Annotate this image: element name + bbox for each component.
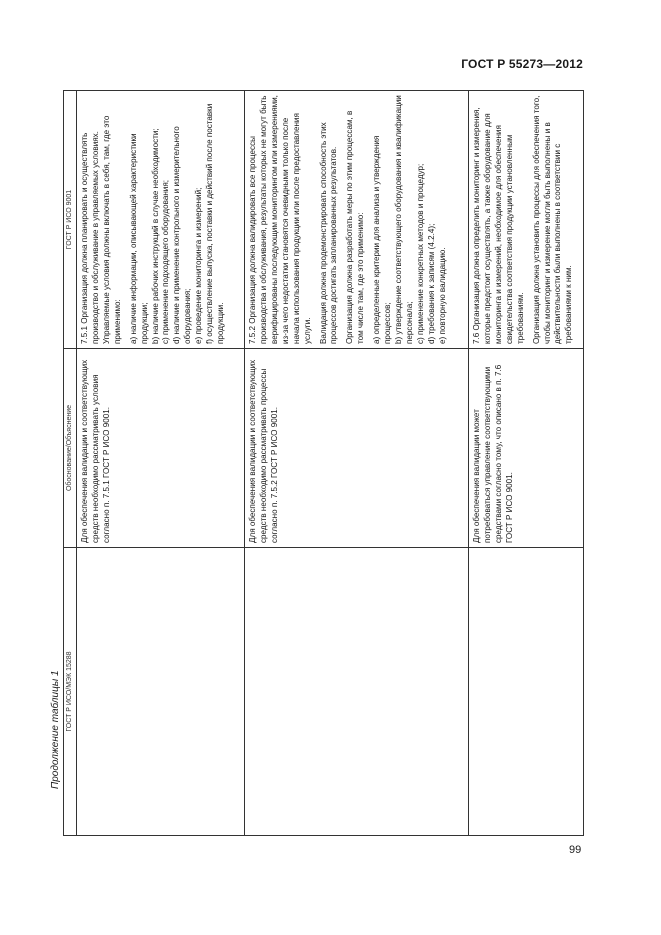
table-row <box>77 91 245 836</box>
table-caption: Продолжение таблицы 1 <box>50 670 61 789</box>
list-item: f) осуществление выпуска, поставки и действий после поставки продукции. <box>205 103 226 344</box>
list-item: е) проведение мониторинга и измерений; <box>194 187 204 344</box>
cell-gost-15288 <box>469 548 584 836</box>
cell-gost-15288 <box>245 548 469 836</box>
header-justification: Обоснование/Объяснение <box>64 349 77 548</box>
cell-justification: Для обеспечения валидации может потребоваться управление соответствующими средствами согласно тому, что описано в п. 7.6 ГОСТ Р ИСО 9001. <box>469 349 584 548</box>
header-gost-9001: ГОСТ Р ИСО 9001 <box>64 91 77 349</box>
paragraph: 7.5.1 Организация должна планировать и осуществлять производство и обслуживание в управляемых условиях. Управляемые условия должны включать в себя, там, где это применимо: <box>80 115 122 344</box>
list-item: d) наличие и применение контрольного и измерительного оборудования; <box>172 126 193 344</box>
rotated-table-wrapper <box>63 91 577 836</box>
paragraph: Валидация должна продемонстрировать способность этих процессов достигать запланированных результатов. <box>318 122 339 344</box>
list-item: b) наличие рабочих инструкций в случае необходимости; <box>150 128 160 344</box>
paragraph: Организация должна разработать меры по этим процессам, в том числе там, где это применимо: <box>345 110 366 344</box>
standards-comparison-table <box>63 90 584 836</box>
list-item: с) применение конкретных методов и процедур; <box>415 163 425 344</box>
list-item: b) утверждение соответствующего оборудования и квалификации персонала; <box>394 95 414 344</box>
cell-justification: Для обеспечения валидации и соответствующих средств необходимо рассматривать условия согласно п. 7.5.1 ГОСТ Р ИСО 9001. <box>77 349 245 548</box>
cell-gost-9001 <box>469 91 584 349</box>
paragraph: 7.6 Организация должна определить мониторинг и измерения, которые предстоит осуществлять, а также оборудование для мониторинга и измерений, необходимое для обеспечения свидетельства соответствия продукции установленным требованиям. <box>472 107 525 344</box>
cell-gost-9001 <box>245 91 469 349</box>
cell-gost-15288 <box>77 548 245 836</box>
list-item: а) определенные критерии для анализа и утверждения процессов; <box>372 135 393 344</box>
table-header-row <box>64 91 77 836</box>
paragraph: Организация должна установить процессы для обеспечения того, чтобы мониторинг и измерение могли быть выполнены и в действительности были выполнены в соответствии с требованиями к ним. <box>531 95 574 344</box>
page-number: 99 <box>569 844 582 856</box>
paragraph: 7.5.2 Организация должна валидировать все процессы производства и обслуживания, результаты которых не могут быть верифицированы последующим мониторингом или измерениями, из-за чего недостатки становятся очевидными только после начала использования продукции или после предоставления услуги. <box>248 95 312 344</box>
cell-justification: Для обеспечения валидации и соответствующих средств необходимо рассматривать процессы согласно п. 7.5.2 ГОСТ Р ИСО 9001. <box>245 349 469 548</box>
list-item: е) повторную валидацию. <box>437 247 447 344</box>
header-gost-15288: ГОСТ Р ИСО/МЭК 15288 <box>64 548 77 836</box>
cell-gost-9001 <box>77 91 245 349</box>
list-item: d) требования к записям (4.2.4); <box>426 223 436 344</box>
list-item: с) применение подходящего оборудования; <box>161 180 171 344</box>
document-code: ГОСТ Р 55273—2012 <box>461 57 583 71</box>
list-item: а) наличие информации, описывающей характеристики продукции; <box>128 133 149 344</box>
table-row <box>469 91 584 836</box>
table-row <box>245 91 469 836</box>
